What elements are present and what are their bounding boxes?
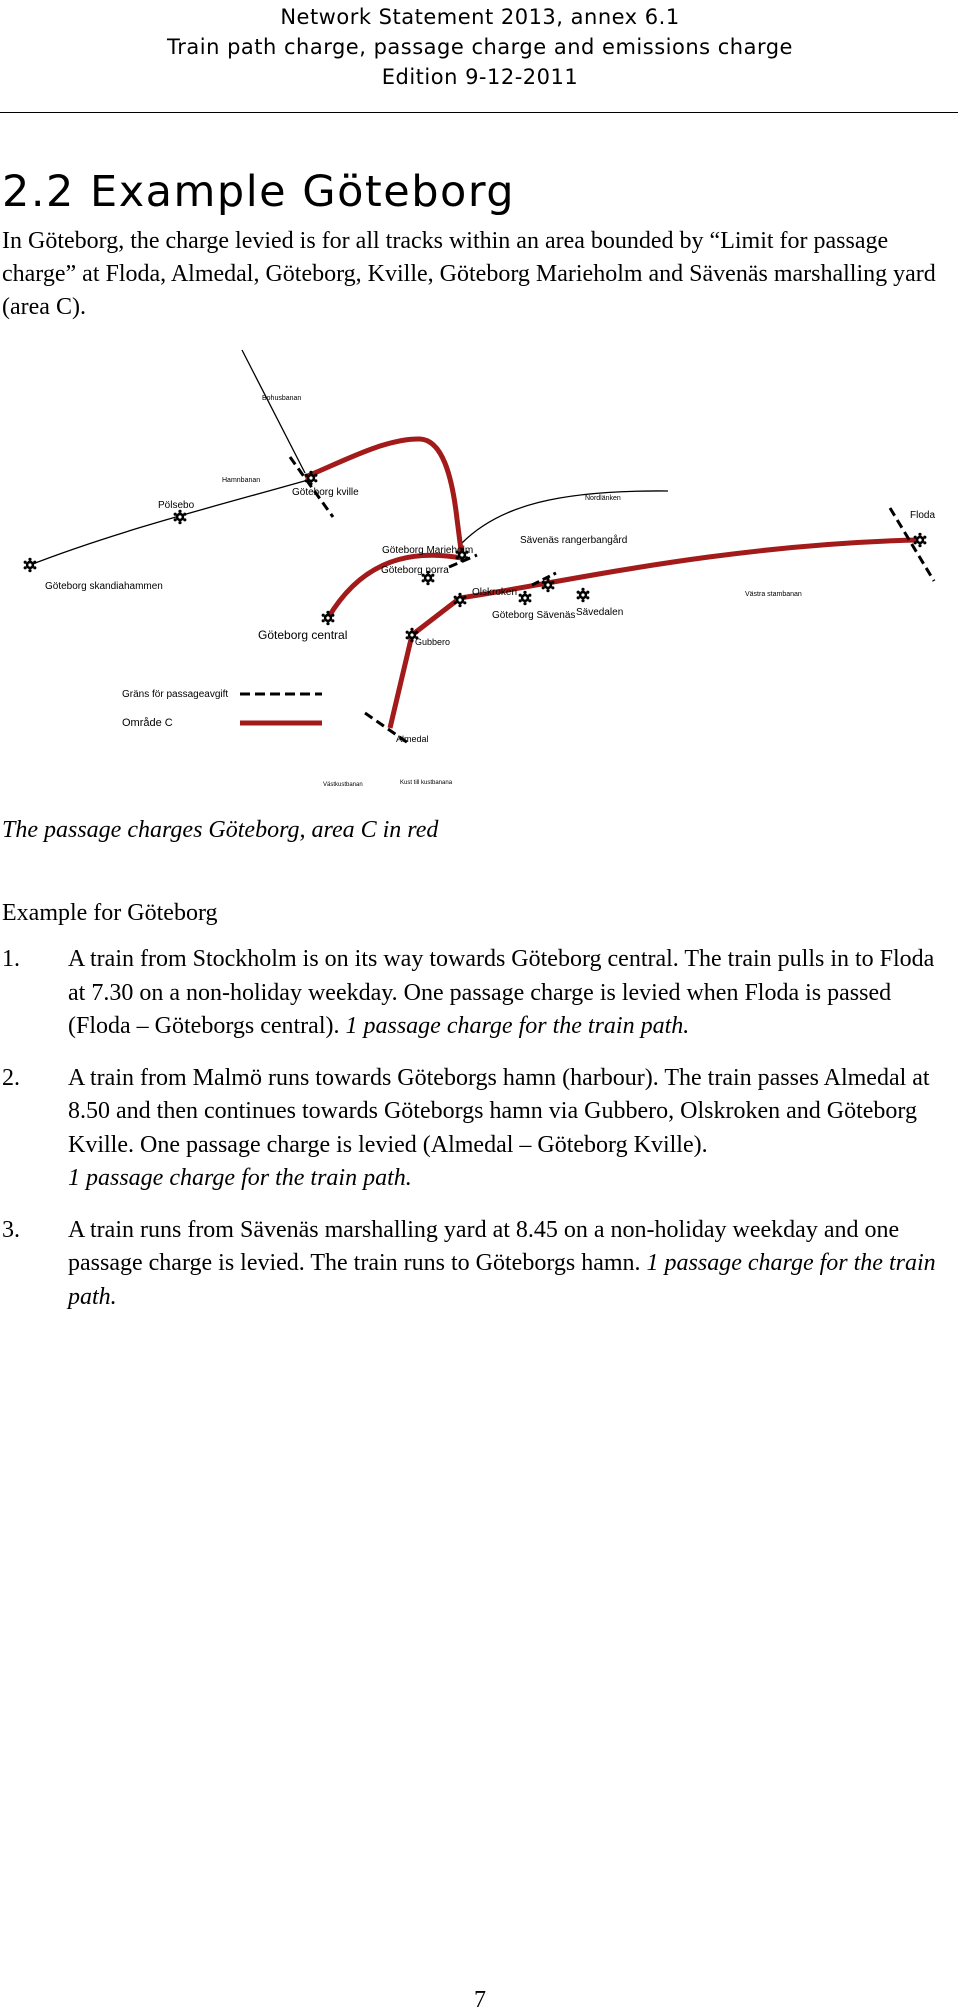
label-savenas-yard: Sävenäs rangerbangård	[520, 535, 628, 546]
list-item-text: A train runs from Sävenäs marshalling yard at 8.45 on a non-holiday weekday and one passage charge is levied. The train runs to Göteborgs hamn.	[68, 1216, 900, 1276]
legend-limit-label: Gräns för passageavgift	[122, 689, 229, 700]
figure-caption: The passage charges Göteborg, area C in red	[2, 817, 439, 843]
list-item-italic: 1 passage charge for the train path.	[68, 1250, 936, 1310]
station-skandiahamnen-icon	[24, 558, 37, 572]
label-almedal: Almedal	[396, 734, 429, 744]
label-norra: Göteborg norra	[381, 565, 449, 576]
label-kville: Göteborg kville	[292, 487, 359, 498]
area-c-track-kville-central	[305, 439, 462, 618]
station-savedalen-icon	[577, 588, 590, 602]
label-polsebo: Pölsebo	[158, 500, 195, 511]
example-heading: Example for Göteborg	[2, 900, 218, 926]
list-item-number: 1.	[2, 946, 20, 972]
hamnbanan-line	[30, 480, 308, 565]
bohusbanan-line	[242, 350, 305, 473]
header-line-2: Train path charge, passage charge and emissions charge	[167, 35, 793, 59]
label-hamnbanan: Hamnbanan	[222, 477, 261, 484]
list-item-italic: 1 passage charge for the train path.	[345, 1013, 690, 1039]
section-title: 2.2 Example Göteborg	[2, 167, 516, 217]
label-vastkustbanan: Västkustbanan	[323, 782, 363, 788]
railway-map	[0, 345, 960, 805]
list-item-text: A train from Malmö runs towards Göteborgs hamn (harbour). The train passes Almedal at 8.50 and then continues towards Göteborgs hamn via Gubbero, Olskroken and Göteborg Kville. One passage charge is levied (Almedal – Göteborg Kville).	[68, 1064, 930, 1158]
header-line-3: Edition 9-12-2011	[381, 65, 579, 89]
list-item	[0, 1214, 948, 1315]
list-item-number: 2.	[2, 1064, 20, 1091]
station-savenas-icon	[519, 591, 532, 605]
label-central: Göteborg central	[258, 628, 348, 642]
label-savedalen: Sävedalen	[576, 607, 624, 618]
label-vastra-stambanan: Västra stambanan	[745, 591, 802, 598]
example-list	[0, 943, 960, 1332]
header-line-1: Network Statement 2013, annex 6.1	[280, 5, 680, 29]
list-item	[0, 1062, 948, 1196]
label-savenas: Göteborg Sävenäs	[492, 610, 576, 621]
list-item-number: 3.	[2, 1216, 20, 1243]
label-nordlanken: Nordlänken	[585, 495, 621, 502]
list-item-text: A train from Stockholm is on its way towards Göteborg central. The train pulls in to Floda at 7.30 on a non-holiday weekday. One passage charge is levied when Floda is passed (Floda – Göteborgs central).	[68, 946, 935, 1039]
label-skandiahamnen: Göteborg skandiahammen	[45, 581, 163, 592]
area-c-track-almedal-floda	[390, 540, 916, 728]
label-kust-till-kust: Kust till kustbanana	[400, 780, 453, 786]
header-rule	[0, 112, 958, 113]
document-header	[0, 0, 960, 92]
list-item	[0, 943, 948, 1044]
legend-area-label: Område C	[122, 717, 173, 729]
label-bohusbanan: Bohusbanan	[262, 395, 302, 402]
page-number: 7	[474, 1987, 486, 2013]
label-marieholm: Göteborg Marieholm	[382, 545, 474, 556]
list-item-italic: 1 passage charge for the train path.	[68, 1165, 412, 1191]
label-floda: Floda	[910, 510, 936, 521]
label-gubbero: Gubbero	[415, 637, 451, 647]
label-olskroken: Olskroken	[472, 587, 518, 598]
intro-paragraph: In Göteborg, the charge levied is for all tracks within an area bounded by “Limit for passage charge” at Floda, Almedal, Göteborg, Kville, Göteborg Marieholm and Sävenäs marshalling yard (area C).	[2, 228, 936, 320]
